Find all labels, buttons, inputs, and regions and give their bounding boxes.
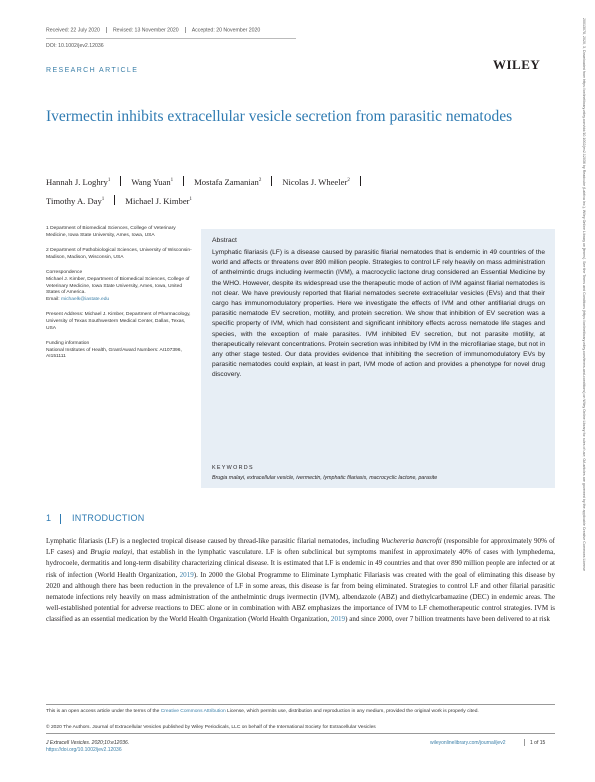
author[interactable]: Hannah J. Loghry$^1$ bbox=[46, 176, 111, 187]
revised-date: Revised: 13 November 2020 bbox=[112, 27, 179, 34]
article-title: Ivermectin inhibits extracellular vesicle secretion from parasitic nematodes bbox=[46, 108, 513, 125]
email-link[interactable]: michaelk@iastate.edu bbox=[60, 296, 110, 302]
license-note: This is an open access article under the terms of the Creative Commons Attribution License, which permits use, distribution and reproduction in any medium, provided the original work is properly cited. bbox=[46, 709, 479, 714]
author[interactable]: Michael J. Kimber$^1$ bbox=[125, 195, 192, 206]
footer-rule-2 bbox=[46, 733, 555, 734]
author[interactable]: Nicolas J. Wheeler$^2$ bbox=[282, 176, 350, 187]
citation-link[interactable]: 2019 bbox=[179, 570, 194, 579]
license-link[interactable]: Creative Commons Attribution bbox=[160, 709, 226, 714]
author-info-column bbox=[46, 226, 196, 370]
correspondence-email-line: Email: michaelk@iastate.edu bbox=[46, 296, 110, 302]
section-number: 1 bbox=[46, 513, 52, 523]
doi-link[interactable]: https://doi.org/10.1002/jev2.12036 bbox=[46, 747, 122, 753]
download-notice: 20013078, 2020, 3, Downloaded from https://onlinelibrary.wiley.com/doi/10.1002/jev2.12036 by Readcube (Labtiva Inc.), Wiley Online Library on [terms]. See the Terms and Conditions (https://onlinelibrary.wiley.com/terms-and-conditions) on Wiley Online Library for rules of use; OA articles are governed by the applicable Creative Commons License bbox=[582, 18, 586, 571]
page-number: 1 of 15 bbox=[530, 740, 546, 746]
footer-rule bbox=[46, 704, 555, 705]
funding-text: National Institutes of Health, Grant/Award Numbers: AI107396, AI151111 bbox=[46, 347, 182, 360]
received-date: Received: 22 July 2020 bbox=[46, 27, 100, 34]
publisher-logo: WILEY bbox=[493, 57, 541, 72]
present-address: Present Address: Michael J. Kimber, Department of Pharmacology, University of Texas Southwestern Medical Center, Dallas, Texas, USA bbox=[46, 312, 191, 331]
affiliation-2: 2 Department of Pathobiological Sciences, University of Wisconsin-Madison, Madison, Wisconsin, USA bbox=[46, 248, 192, 260]
funding-heading: Funding information bbox=[46, 341, 90, 347]
journal-website-link[interactable]: wileyonlinelibrary.com/journal/jev2 bbox=[430, 740, 506, 746]
author-list bbox=[46, 172, 536, 210]
page-divider bbox=[524, 739, 525, 746]
copyright-note: © 2020 The Authors. Journal of Extracellular Vesicles published by Wiley Periodicals, LLC on behalf of the International Society for Extracellular Vesicles bbox=[46, 725, 376, 730]
section-divider bbox=[60, 514, 61, 524]
doi: DOI: 10.1002/jev2.12036 bbox=[46, 43, 104, 49]
introduction-paragraph: Lymphatic filariasis (LF) is a neglected tropical disease caused by thread-like parasitic filarial nematodes, including Wuchereria bancrofti (responsible for approximately 90% of LF cases) and Brugia malayi, that establish in the lymphatic vasculature. LF is often subclinical but symptoms manifest in approximately 40% of cases with lymphedema, hydrocoele, dermatitis and long-term disability characterizing clinical disease. It is estimated that LF is endemic in 49 countries and that over 890 million people are infected or at risk of infection (World Health Organization, 2019). In 2000 the Global Programme to Eliminate Lymphatic Filariasis was created with the goal of eliminating this disease by 2020 and although there has been reduction in the prevalence of LF in some areas, this disease is far from being eliminated. Strategies to control LF and other filarial parasitic nematode infections rely heavily on mass administration of the anthelmintic drugs ivermectin (IVM), albendazole (ABZ) and diethylcarbamazine (DEC) in endemic areas. The well-established potential for adverse reactions to DEC alone or in combination with ABZ emphasizes the importance of IVM to LF chemotherapeutic control strategies. IVM is classified as an essential medication by the World Health Organization (World Health Organization, 2019) and since 2000, over 7 billion treatments have been delivered to at risk bbox=[46, 537, 556, 624]
header-rule bbox=[46, 38, 296, 39]
author[interactable]: Wang Yuan$^1$ bbox=[131, 176, 174, 187]
correspondence-heading: Correspondence bbox=[46, 270, 83, 276]
species-name: Wuchereria bancrofti bbox=[381, 537, 442, 545]
article-dates bbox=[46, 27, 260, 33]
species-name: Brugia malayi bbox=[90, 548, 133, 557]
article-type: RESEARCH ARTICLE bbox=[46, 67, 139, 74]
journal-citation: J Extracell Vesicles. 2020;10:e12036. https://doi.org/10.1002/jev2.12036 bbox=[46, 740, 130, 753]
keywords-heading: KEYWORDS bbox=[212, 465, 254, 471]
citation-link[interactable]: 2019 bbox=[330, 615, 346, 624]
abstract-text: Lymphatic filariasis (LF) is a disease caused by parasitic filarial nematodes that is endemic in 49 countries of the world and affects or threatens over 890 million people. Strategies to control LF rely heavily on mass administration of anthelmintic drugs including ivermectin (IVM), a macrocyclic lactone drug considered an Essential Medicine by the WHO. However, despite its widespread use the therapeutic mode of action of IVM against filarial nematodes is not clear. We have previously reported that filarial nematodes secrete extracellular vesicles (EVs) and that their cargo has immunomodulatory properties. Here we investigate the effects of IVM and other antifilarial drugs on parasitic nematode EV secretion, motility, and protein secretion. We show that inhibition of EV secretion was a specific property of IVM, which had consistent and significant inhibitory effects across nematode life stages and species, with the exception of male parasites. IVM inhibited EV secretion, but not parasite motility, at therapeutically relevant concentrations. Protein secretion was inhibited by IVM in the microfilariae stage, but not in any other stage tested. Our data provides evidence that inhibiting the secretion of immunomodulatory EVs by parasitic nematodes could explain, at least in part, IVM mode of action and provides a phenotype for novel drug discovery. bbox=[212, 249, 545, 379]
correspondence-text: Michael J. Kimber, Department of Biomedical Sciences, College of Veterinary Medicine, Iowa State University, Ames, Iowa, United States of America. bbox=[46, 276, 190, 296]
section-title: INTRODUCTION bbox=[72, 513, 145, 523]
affiliation-1: 1 Department of Biomedical Sciences, College of Veterinary Medicine, Iowa State University, Ames, Iowa, USA bbox=[46, 226, 176, 238]
author[interactable]: Mostafa Zamanian$^2$ bbox=[194, 176, 262, 187]
abstract-heading: Abstract bbox=[212, 237, 237, 244]
keywords-text: Brugia malayi, extracellular vesicle, ivermectin, lymphatic filariasis, macrocyclic lactone, parasite bbox=[212, 475, 438, 481]
accepted-date: Accepted: 20 November 2020 bbox=[191, 27, 261, 34]
author[interactable]: Timothy A. Day$^1$ bbox=[46, 195, 105, 206]
